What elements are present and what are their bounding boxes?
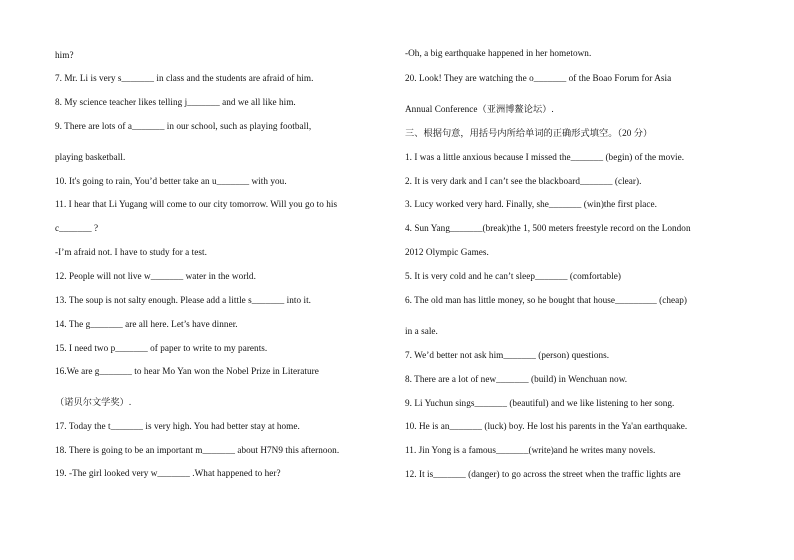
question-16: 16.We are g_______ to hear Mo Yan won the Nobel Prize in Literature bbox=[55, 366, 319, 376]
question-19: 19. -The girl looked very w_______ .What happened to her? bbox=[55, 468, 281, 478]
text-line: -Oh, a big earthquake happened in her hometown. bbox=[405, 48, 592, 58]
text-line: -I’m afraid not. I have to study for a test. bbox=[55, 247, 207, 257]
text-line: c_______ ? bbox=[55, 223, 99, 233]
text-line: （诺贝尔文学奖）. bbox=[55, 397, 132, 407]
item-8: 8. There are a lot of new_______ (build) in Wenchuan now. bbox=[405, 374, 628, 384]
text-line: 2012 Olympic Games. bbox=[405, 247, 489, 257]
item-12: 12. It is_______ (danger) to go across the street when the traffic lights are bbox=[405, 469, 681, 479]
item-9: 9. Li Yuchun sings_______ (beautiful) and we like listening to her song. bbox=[405, 398, 675, 408]
question-7: 7. Mr. Li is very s_______ in class and the students are afraid of him. bbox=[55, 73, 314, 83]
section-heading: 三、根据句意，用括号内所给单词的正确形式填空。（20 分） bbox=[405, 128, 653, 138]
question-13: 13. The soup is not salty enough. Please add a little s_______ into it. bbox=[55, 295, 312, 305]
question-12: 12. People will not live w_______ water in the world. bbox=[55, 271, 256, 281]
item-5: 5. It is very cold and he can’t sleep_______ (comfortable) bbox=[405, 271, 622, 281]
item-2: 2. It is very dark and I can’t see the blackboard_______ (clear). bbox=[405, 176, 642, 186]
text-line: Annual Conference（亚洲博鳌论坛）. bbox=[405, 104, 554, 114]
text-line: him? bbox=[55, 50, 74, 60]
question-11: 11. I hear that Li Yugang will come to our city tomorrow. Will you go to his bbox=[55, 199, 338, 209]
item-11: 11. Jin Yong is a famous_______(write)and he writes many novels. bbox=[405, 445, 656, 455]
question-14: 14. The g_______ are all here. Let’s have dinner. bbox=[55, 319, 238, 329]
text-line: in a sale. bbox=[405, 326, 438, 336]
question-17: 17. Today the t_______ is very high. You had better stay at home. bbox=[55, 421, 300, 431]
item-6: 6. The old man has little money, so he bought that house_________ (cheap) bbox=[405, 295, 688, 305]
item-1: 1. I was a little anxious because I missed the_______ (begin) of the movie. bbox=[405, 152, 685, 162]
question-15: 15. I need two p_______ of paper to write to my parents. bbox=[55, 343, 268, 353]
question-10: 10. It's going to rain, You’d better take an u_______ with you. bbox=[55, 176, 287, 186]
item-10: 10. He is an_______ (luck) boy. He lost his parents in the Ya'an earthquake. bbox=[405, 421, 688, 431]
item-7: 7. We’d better not ask him_______ (person) questions. bbox=[405, 350, 610, 360]
question-8: 8. My science teacher likes telling j_______ and we all like him. bbox=[55, 97, 296, 107]
item-4: 4. Sun Yang_______(break)the 1, 500 meters freestyle record on the London bbox=[405, 223, 691, 233]
question-20: 20. Look! They are watching the o_______ of the Boao Forum for Asia bbox=[405, 73, 672, 83]
question-18: 18. There is going to be an important m_______ about H7N9 this afternoon. bbox=[55, 445, 340, 455]
question-9: 9. There are lots of a_______ in our school, such as playing football, bbox=[55, 121, 312, 131]
text-line: playing basketball. bbox=[55, 152, 126, 162]
item-3: 3. Lucy worked very hard. Finally, she_______ (win)the first place. bbox=[405, 199, 658, 209]
